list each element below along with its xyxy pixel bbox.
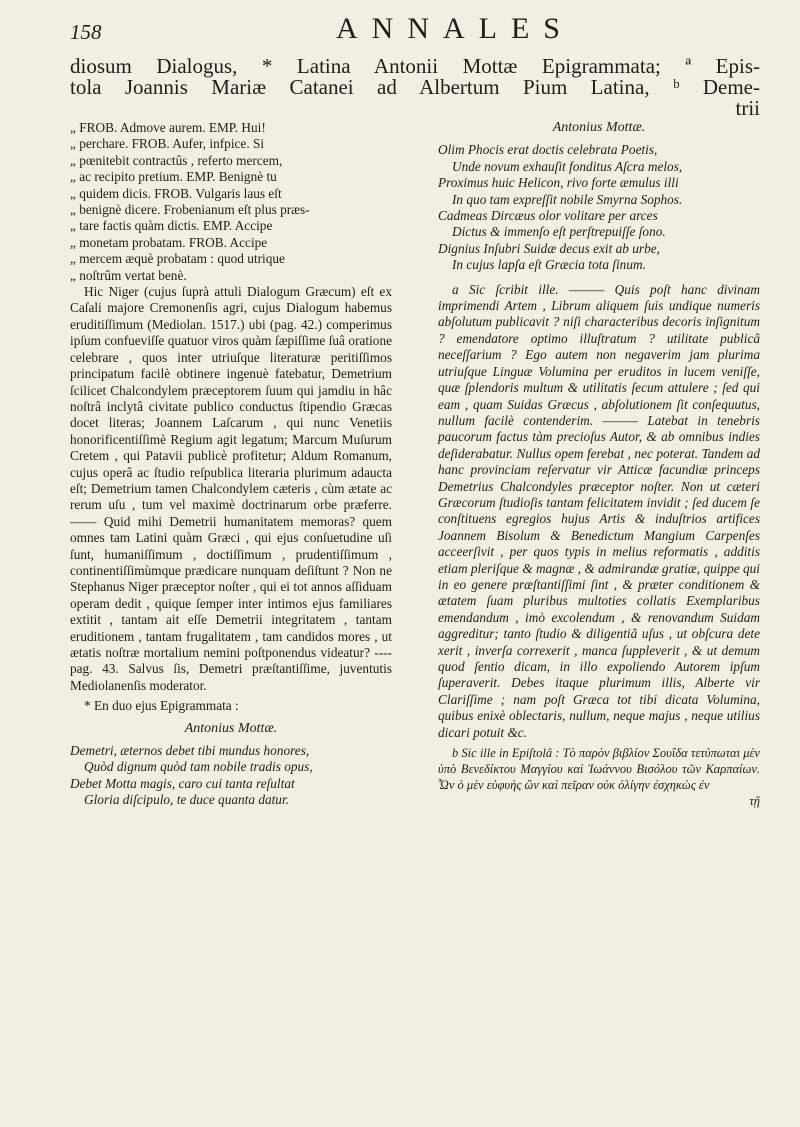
poem-line: Olim Phocis erat doctis celebrata Poetis, <box>438 142 658 158</box>
dialogue-line: „ monetam probatam. FROB. Accipe <box>70 234 268 250</box>
dialogue-line: „ benignè dicere. Frobenianum eſt plus præs- <box>70 202 310 218</box>
catchword: τῇ <box>749 794 760 809</box>
body-paragraph: Hic Niger (cujus ſuprà attuli Dialogum Græcum) eſt ex Caſali majore Cremonenſis agri, cujus Dialogum habemus eruditiſſimum (Mediolan. 1517.) ubi (pag. 42.) comperimus ipſum confueviſſe quatuor viros quàm ſæpiſſime ſuâ oratione celebrare , quos inter utriuſque literaturæ peritiſſimos principatum facilè obtinere ingenuè fatebatur, Demetrium ſcilicet Chalcondylem præceptorem ſuum qui jamdiu in hâc noſtrâ inclytâ civitate publico conductus ſtipendio Græcas docet literas; Joannem Laſcarum , qui nunc Venetiis honorificentiſſimè Regium agit legatum; Marcum Muſurum Cretem , qui Patavii publicè profitetur; Aldum Romanum, cujus operâ ac ſtudio reſpublica literaria plurimum adaucta eſt; Demetrium tamen Chalcondylem cæteris , cùm ætate ac rerum uſu , tum vel maximè doctrinarum orbe præferre. —— Quid mihi Demetrii humanitatem memoras? quem omnes tam Latini quàm Græci , qui ejus conſuetudine uſi ſunt, humaniſſimum , doctiſſimum , prudentiſſimum , continentiſſimùmque prædicare nunquam deſiſtunt ? Non ne Stephanus Niger præceptor noſter , qui ei tot annos aſſiduam operam dedit , quique ſemper inter intimos ejus familiares extitit , tantam ait eſſe Demetrii integritatem , tantam eruditionem , tantam frugalitatem , tam candidos mores , ut ætatis noſtræ mortalium nemini poſtponendus videatur? ---- pag. 43. Salvus ſis, Demetri præſtantiſſime, juventutis Mediolanenſis moderator. <box>70 284 392 693</box>
page-header <box>70 10 760 50</box>
title-line-1: diosum Dialogus, * Latina Antonii Mottæ Epigrammata; ª Epis- <box>70 54 760 78</box>
poem-line: Dictus & immenſo eſt perſtrepuiſſe ſono. <box>452 224 666 240</box>
title-block <box>70 56 760 119</box>
title-line-3: trii <box>735 96 760 120</box>
dialogue-line: „ ac recipito pretium. EMP. Benignè tu <box>70 169 277 185</box>
right-column <box>438 120 760 1110</box>
footnote-a: a Sic ſcribit ille. ——— Quis poſt hanc divinam imprimendi Artem , Librum aliquem ſuis undique numeris abſolutum publicavit ? niſi characteribus decoris inſignitum ? emendatore optimo illuſtratum ? utilitate publicâ neceſſarium ? Ego autem non negaverim jam plurima utriuſque Linguæ Volumina per eruditos in lucem veniſſe, quæ ſplendoris multum & utilitatis ſecum attulere ; ſed qui eam , quam Suidas Græcus , abſolutionem ſit conſequutus, nullum facilè contenderim. ——— Latebat in tenebris paucorum factus tàm precioſus Autor, & ab omnibus indies deſiderabatur. Nullus opem ferebat , nec poterat. Tandem ad hanc provinciam reſervatur vir Atticæ facundiæ princeps Demetrius Chalcondyles præceptor noſter. Non ut cæteri Græcorum ſtudioſis tantam felicitatem invidit ; ſed ducem ſe conſtituens egregios hujus Artis & induſtrios artifices Joannem Bisolum & Benedictum Mangium Carpenſes acceerſivit , per quos typis in melius reformatis , additis etiam pleriſque & magnæ , & admirandæ gratiæ, quippe qui in eo genere præſtantiſſimi ſint , & præter conditionem & ætatem ſuam pluribus multoties collatis Exemplaribus emendandum , imò excolendum , & renovandum Suidam aggreditur; tanto ſtudio & diligentiâ uſus , ut obſcura dete xerit , inverſa correxerit , manca ſuppleverit , & ut demum quod ſentio dicam, in illo expoliendo Autorem ipſum ſuperaverit. Debes itaque plurimum illis, Alberte vir Clariſſime ; nam poſt Græca tot tibi dicata Volumina, quibus enixè oblectaris, nullum, neque majus , neque utilius dicari potuit &c. <box>438 281 760 740</box>
poem-line: Proximus huic Helicon, rivo forte æmulus illi <box>438 175 679 191</box>
poem <box>70 743 392 809</box>
dialogue-line: „ pœnitebit contractûs , referto mercem, <box>70 152 283 168</box>
dialogue-line: „ quidem dicis. FROB. Vulgaris laus eſt <box>70 185 282 201</box>
poem-heading: Antonius Mottæ. <box>552 120 646 135</box>
running-title: ANNALES <box>336 12 574 45</box>
dialogue-line: „ perchare. FROB. Aufer, infpice. Si <box>70 136 265 152</box>
poem-line: Quòd dignum quòd tam nobile tradis opus, <box>84 759 313 775</box>
footnote-star: * En duo ejus Epigrammata : <box>84 698 239 714</box>
poem-line: In cujus lapſa eſt Græcia tota ſinum. <box>452 257 646 273</box>
title-line-2: tola Joannis Mariæ Catanei ad Albertum Pium Latina, ᵇ Deme- <box>70 75 760 99</box>
poem-line: Dignius Inſubri Suidæ decus exit ab urbe, <box>438 240 660 256</box>
dialogue-block <box>70 120 392 284</box>
left-column <box>70 120 392 1110</box>
poem-heading: Antonius Mottæ. <box>184 720 278 736</box>
dialogue-line: „ mercem æquè probatam : quod utrique <box>70 251 285 267</box>
poem-line: Gloria diſcipulo, te duce quanta datur. <box>84 792 289 808</box>
footnote-b: b Sic ille in Epiſtolâ : Τὸ παρὸν βιβλίον Σουΐδα τετύπωται μὲν ὑπὸ Βενεδίκτου Μαγγίου καὶ Ἰωάννου Βισόλου τῶν Καρπαίων. Ὧν ὁ μὲν εὐφυὴς ὢν καὶ πεῖραν οὐκ ὀλίγην ἐσχηκὼς ἐν <box>438 746 760 793</box>
poem-line: Debet Motta magis, caro cui tanta reſultat <box>70 775 295 791</box>
dialogue-line: „ tare factis quàm dictis. EMP. Accipe <box>70 218 273 234</box>
poem <box>438 142 760 273</box>
poem-line: In quo tam expreſſit nobile Smyrna Sophos. <box>452 191 683 207</box>
dialogue-line: „ noſtrûm vertat benè. <box>70 267 187 283</box>
poem-line: Unde novum exhauſit fonditus Aſcra melos, <box>452 158 683 174</box>
dialogue-line: „ FROB. Admove aurem. EMP. Hui! <box>70 120 266 135</box>
poem-line: Demetri, æternos debet tibi mundus honores, <box>70 743 310 759</box>
poem-line: Cadmeas Dircæus olor volitare per arces <box>438 208 658 224</box>
page-number: 158 <box>70 20 102 44</box>
